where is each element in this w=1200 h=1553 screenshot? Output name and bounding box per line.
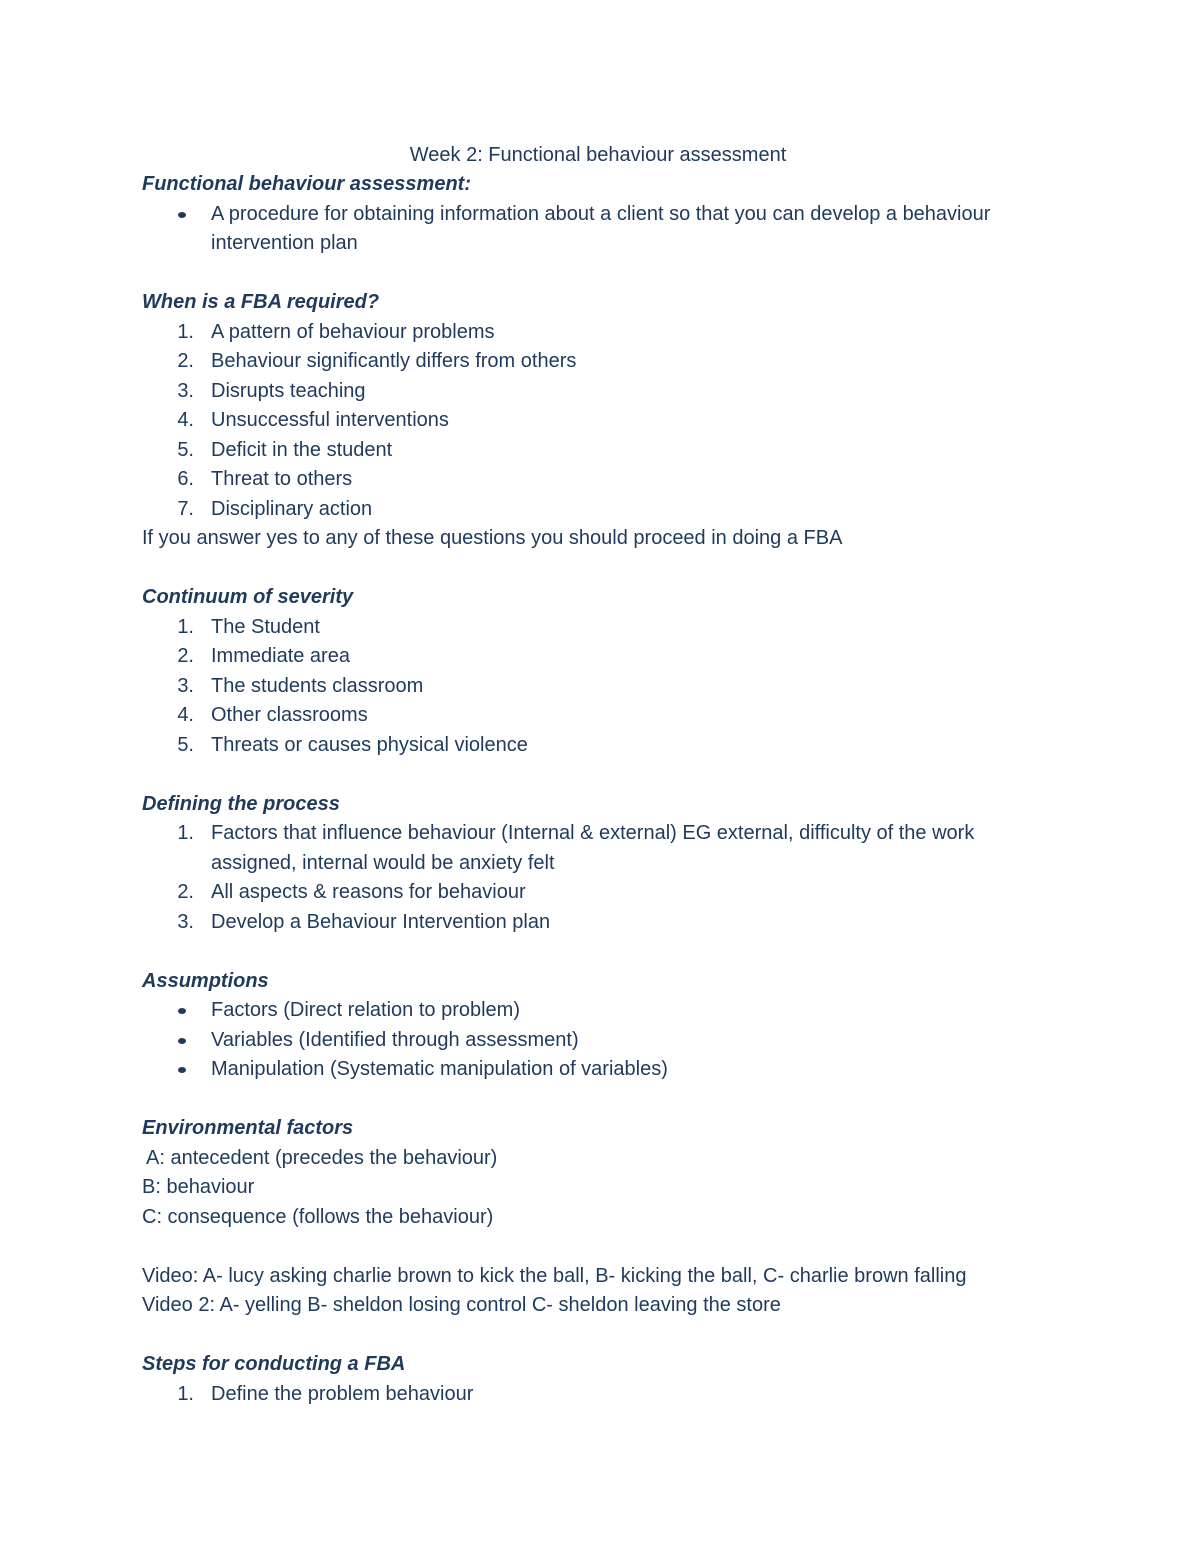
bullet-text: A procedure for obtaining information about a client so that you can develop a behaviour intervention plan: [211, 202, 991, 254]
list-item-text: Behaviour significantly differs from others: [211, 350, 577, 372]
bullet-item: [142, 1026, 1062, 1056]
heading-environmental: Environmental factors: [142, 1117, 354, 1139]
list-item-text: A pattern of behaviour problems: [211, 320, 495, 343]
heading-fba: Functional behaviour assessment:: [142, 173, 471, 195]
document-title: Week 2: Functional behaviour assessment: [409, 144, 787, 166]
list-item-text: Unsuccessful interventions: [211, 409, 449, 431]
consequence-line: C: consequence (follows the behaviour): [142, 1205, 494, 1228]
bullet-icon: [178, 212, 186, 218]
heading-fba-required: When is a FBA required?: [142, 291, 380, 313]
list-item-text: Threats or causes physical violence: [211, 733, 528, 756]
list-item-text: Disciplinary action: [211, 497, 373, 520]
required-note: If you answer yes to any of these questions you should proceed in doing a FBA: [142, 527, 843, 549]
fba-bullet-list: [142, 200, 1062, 259]
list-item: 6. Threat to others: [177, 468, 353, 490]
list-item-text: Other classrooms: [211, 704, 368, 726]
list-item: 4. Other classrooms: [177, 704, 368, 726]
heading-steps: Steps for conducting a FBA: [142, 1353, 406, 1375]
severity-list: [142, 613, 1062, 761]
list-item-text: Develop a Behaviour Intervention plan: [211, 910, 551, 933]
list-item-text: Disrupts teaching: [211, 379, 366, 402]
bullet-text: Factors (Direct relation to problem): [211, 999, 520, 1021]
bullet-icon: [178, 1038, 186, 1044]
video-2-line: Video 2: A- yelling B- sheldon losing control C- sheldon leaving the store: [142, 1294, 781, 1316]
list-item-text: Immediate area: [211, 645, 350, 667]
bullet-icon: [178, 1067, 186, 1073]
list-item-text: Factors that influence behaviour (Internal & external) EG external, difficulty of the work assigned, internal would be anxiety felt: [211, 822, 975, 874]
process-list: [142, 819, 1062, 937]
list-item: 3. Disrupts teaching: [177, 379, 366, 402]
video-1-line: Video: A- lucy asking charlie brown to kick the ball, B- kicking the ball, C- charlie brown falling: [142, 1264, 967, 1287]
list-item: 1. A pattern of behaviour problems: [177, 320, 495, 343]
list-item: 5. Deficit in the student: [177, 438, 393, 461]
bullet-text: Manipulation (Systematic manipulation of variables): [211, 1058, 668, 1080]
list-item-text: Define the problem behaviour: [211, 1382, 474, 1405]
heading-assumptions: Assumptions: [142, 969, 269, 992]
list-item-text: All aspects & reasons for behaviour: [211, 881, 526, 903]
list-item-text: Deficit in the student: [211, 438, 393, 461]
list-item: 1. Define the problem behaviour: [177, 1382, 474, 1405]
list-item: 5. Threats or causes physical violence: [177, 733, 528, 756]
list-item: 1. The Student: [177, 615, 320, 638]
list-item: 3. The students classroom: [177, 674, 424, 697]
antecedent-line: A: antecedent (precedes the behaviour): [146, 1146, 498, 1169]
bullet-item: [142, 996, 1062, 1026]
list-item-text: The students classroom: [211, 674, 424, 697]
list-item: 2. Immediate area: [177, 645, 350, 667]
document-page: [142, 141, 1062, 1409]
assumptions-list: [142, 996, 1062, 1085]
bullet-item: [142, 1055, 1062, 1085]
fba-required-list: [142, 318, 1062, 525]
bullet-item: [142, 200, 1062, 259]
list-item: 3. Develop a Behaviour Intervention plan: [177, 910, 551, 933]
list-item: 7. Disciplinary action: [177, 497, 373, 520]
steps-list: [142, 1380, 1062, 1410]
behaviour-line: B: behaviour: [142, 1176, 255, 1198]
list-item: 1. Factors that influence behaviour (Internal & external) EG external, difficulty of the work assigned, internal would be anxiety felt: [177, 822, 975, 874]
heading-severity: Continuum of severity: [142, 586, 354, 608]
list-item-text: The Student: [211, 615, 320, 638]
list-item: 4. Unsuccessful interventions: [177, 409, 449, 431]
list-item: 2. All aspects & reasons for behaviour: [177, 881, 526, 903]
list-item: 2. Behaviour significantly differs from others: [177, 350, 577, 372]
list-item-text: Threat to others: [211, 468, 353, 490]
heading-process: Defining the process: [142, 792, 340, 815]
bullet-text: Variables (Identified through assessment): [211, 1028, 579, 1051]
bullet-icon: [178, 1008, 186, 1014]
